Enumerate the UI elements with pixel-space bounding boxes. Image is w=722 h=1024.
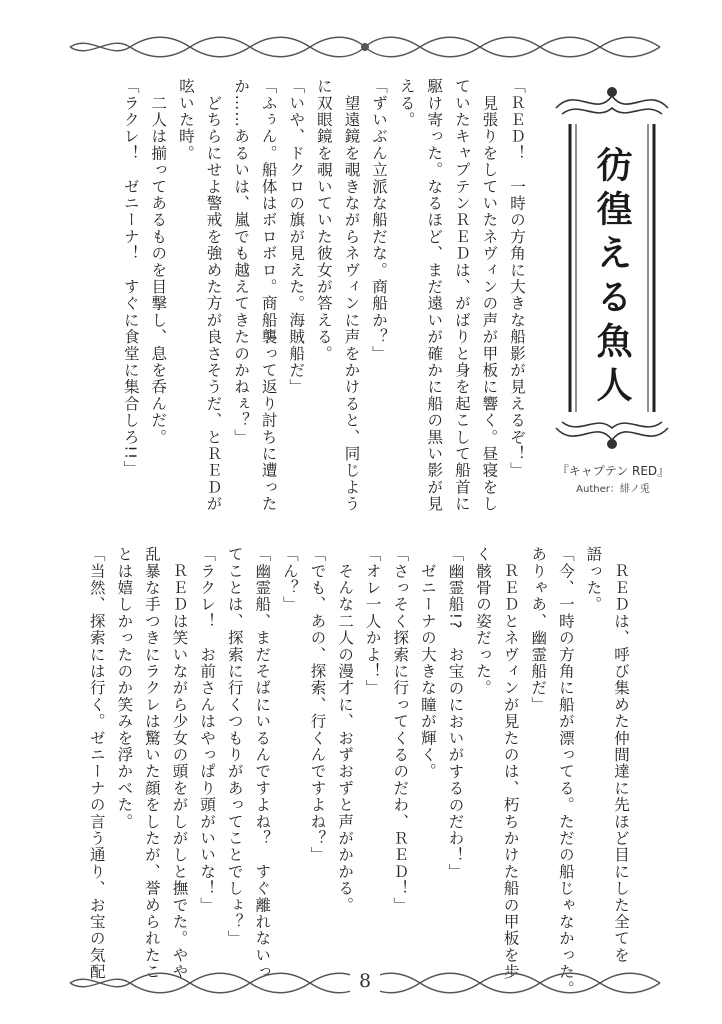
text-line: か……あるいは、嵐でも越えてきたのかねぇ？」 [232, 78, 251, 446]
text-line: ゼニーナの大きな瞳が輝く。 [418, 546, 437, 780]
text-line: 「ラクレ！ ゼニーナ！ すぐに食堂に集合しろ!!」 [121, 78, 140, 477]
text-line: そんな二人の漫才に、おずおずと声がかかる。 [336, 546, 355, 914]
text-line: 「ＲＥＤ！ 一時の方角に大きな船影が見えるぞ！」 [508, 78, 526, 479]
text-line: とは嬉しかったのか笑みを浮かべた。 [115, 546, 134, 830]
text-line: 「幽霊船!? お宝のにおいがするのだわ！」 [446, 546, 465, 881]
text-line: 「ふぅん。船体はボロボロ。商船襲って返り討ちに遭った [259, 78, 278, 513]
text-line: ありゃあ、幽霊船だ」 [529, 546, 548, 713]
text-line: ＲＥＤとネヴィンが見たのは、朽ちかけた船の甲板を歩 [501, 546, 520, 981]
text-line: てことは、探索に行くつもりがあってことでしょ？」 [225, 546, 244, 947]
text-line: 語った。 [584, 546, 603, 613]
text-line: ＲＥＤは、呼び集めた仲間達に先ほど目にした全てを [612, 546, 630, 964]
author-credit: Auther：緋ノ兎 [576, 484, 650, 495]
text-line: 「幽霊船、まだそばにいるんですよね？ すぐ離れないっ [253, 546, 272, 981]
text-line: 望遠鏡を覗きながらネヴィンに声をかけると、同じよう [342, 78, 361, 513]
text-line: 「いや、ドクロの旗が見えた。海賊船だ」 [287, 78, 306, 396]
text-line: 「ずいぶん立派な船だな。商船か？」 [370, 78, 389, 362]
text-line: ていたキャプテンＲＥＤは、がばりと身を起こして船首に [452, 78, 471, 513]
text-line: ＲＥＤは笑いながら少女の頭をがしがしと撫でた。やや [170, 546, 189, 981]
body-text-bottom [82, 546, 634, 997]
text-line: 「さっそく探索に行ってくるのだわ、ＲＥＤ！」 [391, 546, 410, 914]
title-panel [546, 78, 678, 458]
text-line: える。 [397, 78, 416, 129]
body-text-top [116, 78, 530, 513]
text-line: 「当然、探索には行く。ゼニーナの言う通り、お宝の気配 [87, 546, 106, 981]
text-line: どちらにせよ警戒を強めた方が良さそうだ、とＲＥＤが [204, 78, 223, 513]
series-name: 『キャプテン RED』 [556, 464, 670, 478]
text-line: 「ラクレ！ お前さんはやっぱり頭がいいな！」 [198, 546, 217, 914]
text-line: 呟いた時。 [176, 78, 195, 162]
text-line: 「でも、あの、探索、行くんですよね？」 [308, 546, 327, 864]
text-line: く骸骨の姿だった。 [474, 546, 493, 697]
text-line: 「オレ一人かよ！」 [363, 546, 382, 697]
text-line: 「今、一時の方角に船が漂ってる。ただの船じゃなかった。 [556, 546, 575, 997]
text-line: 見張りをしていたネヴィンの声が甲板に響く。昼寝をし [480, 78, 499, 513]
swirl-border-icon [60, 32, 670, 62]
story-title: 彷徨える魚人 [591, 146, 633, 410]
text-line: 二人は揃ってあるものを目撃し、息を呑んだ。 [149, 78, 168, 446]
page-number: 8 [350, 966, 380, 996]
text-line: 「ん？」 [280, 546, 299, 613]
text-line: に双眼鏡を覗いていた彼女が答える。 [314, 78, 333, 362]
top-ornament [60, 32, 670, 62]
text-line: 乱暴な手つきにラクレは驚いた顔をしたが、誉められたこ [142, 546, 161, 981]
text-line: 駆け寄った。なるほど、まだ遠いが確かに船の黒い影が見 [425, 78, 444, 513]
